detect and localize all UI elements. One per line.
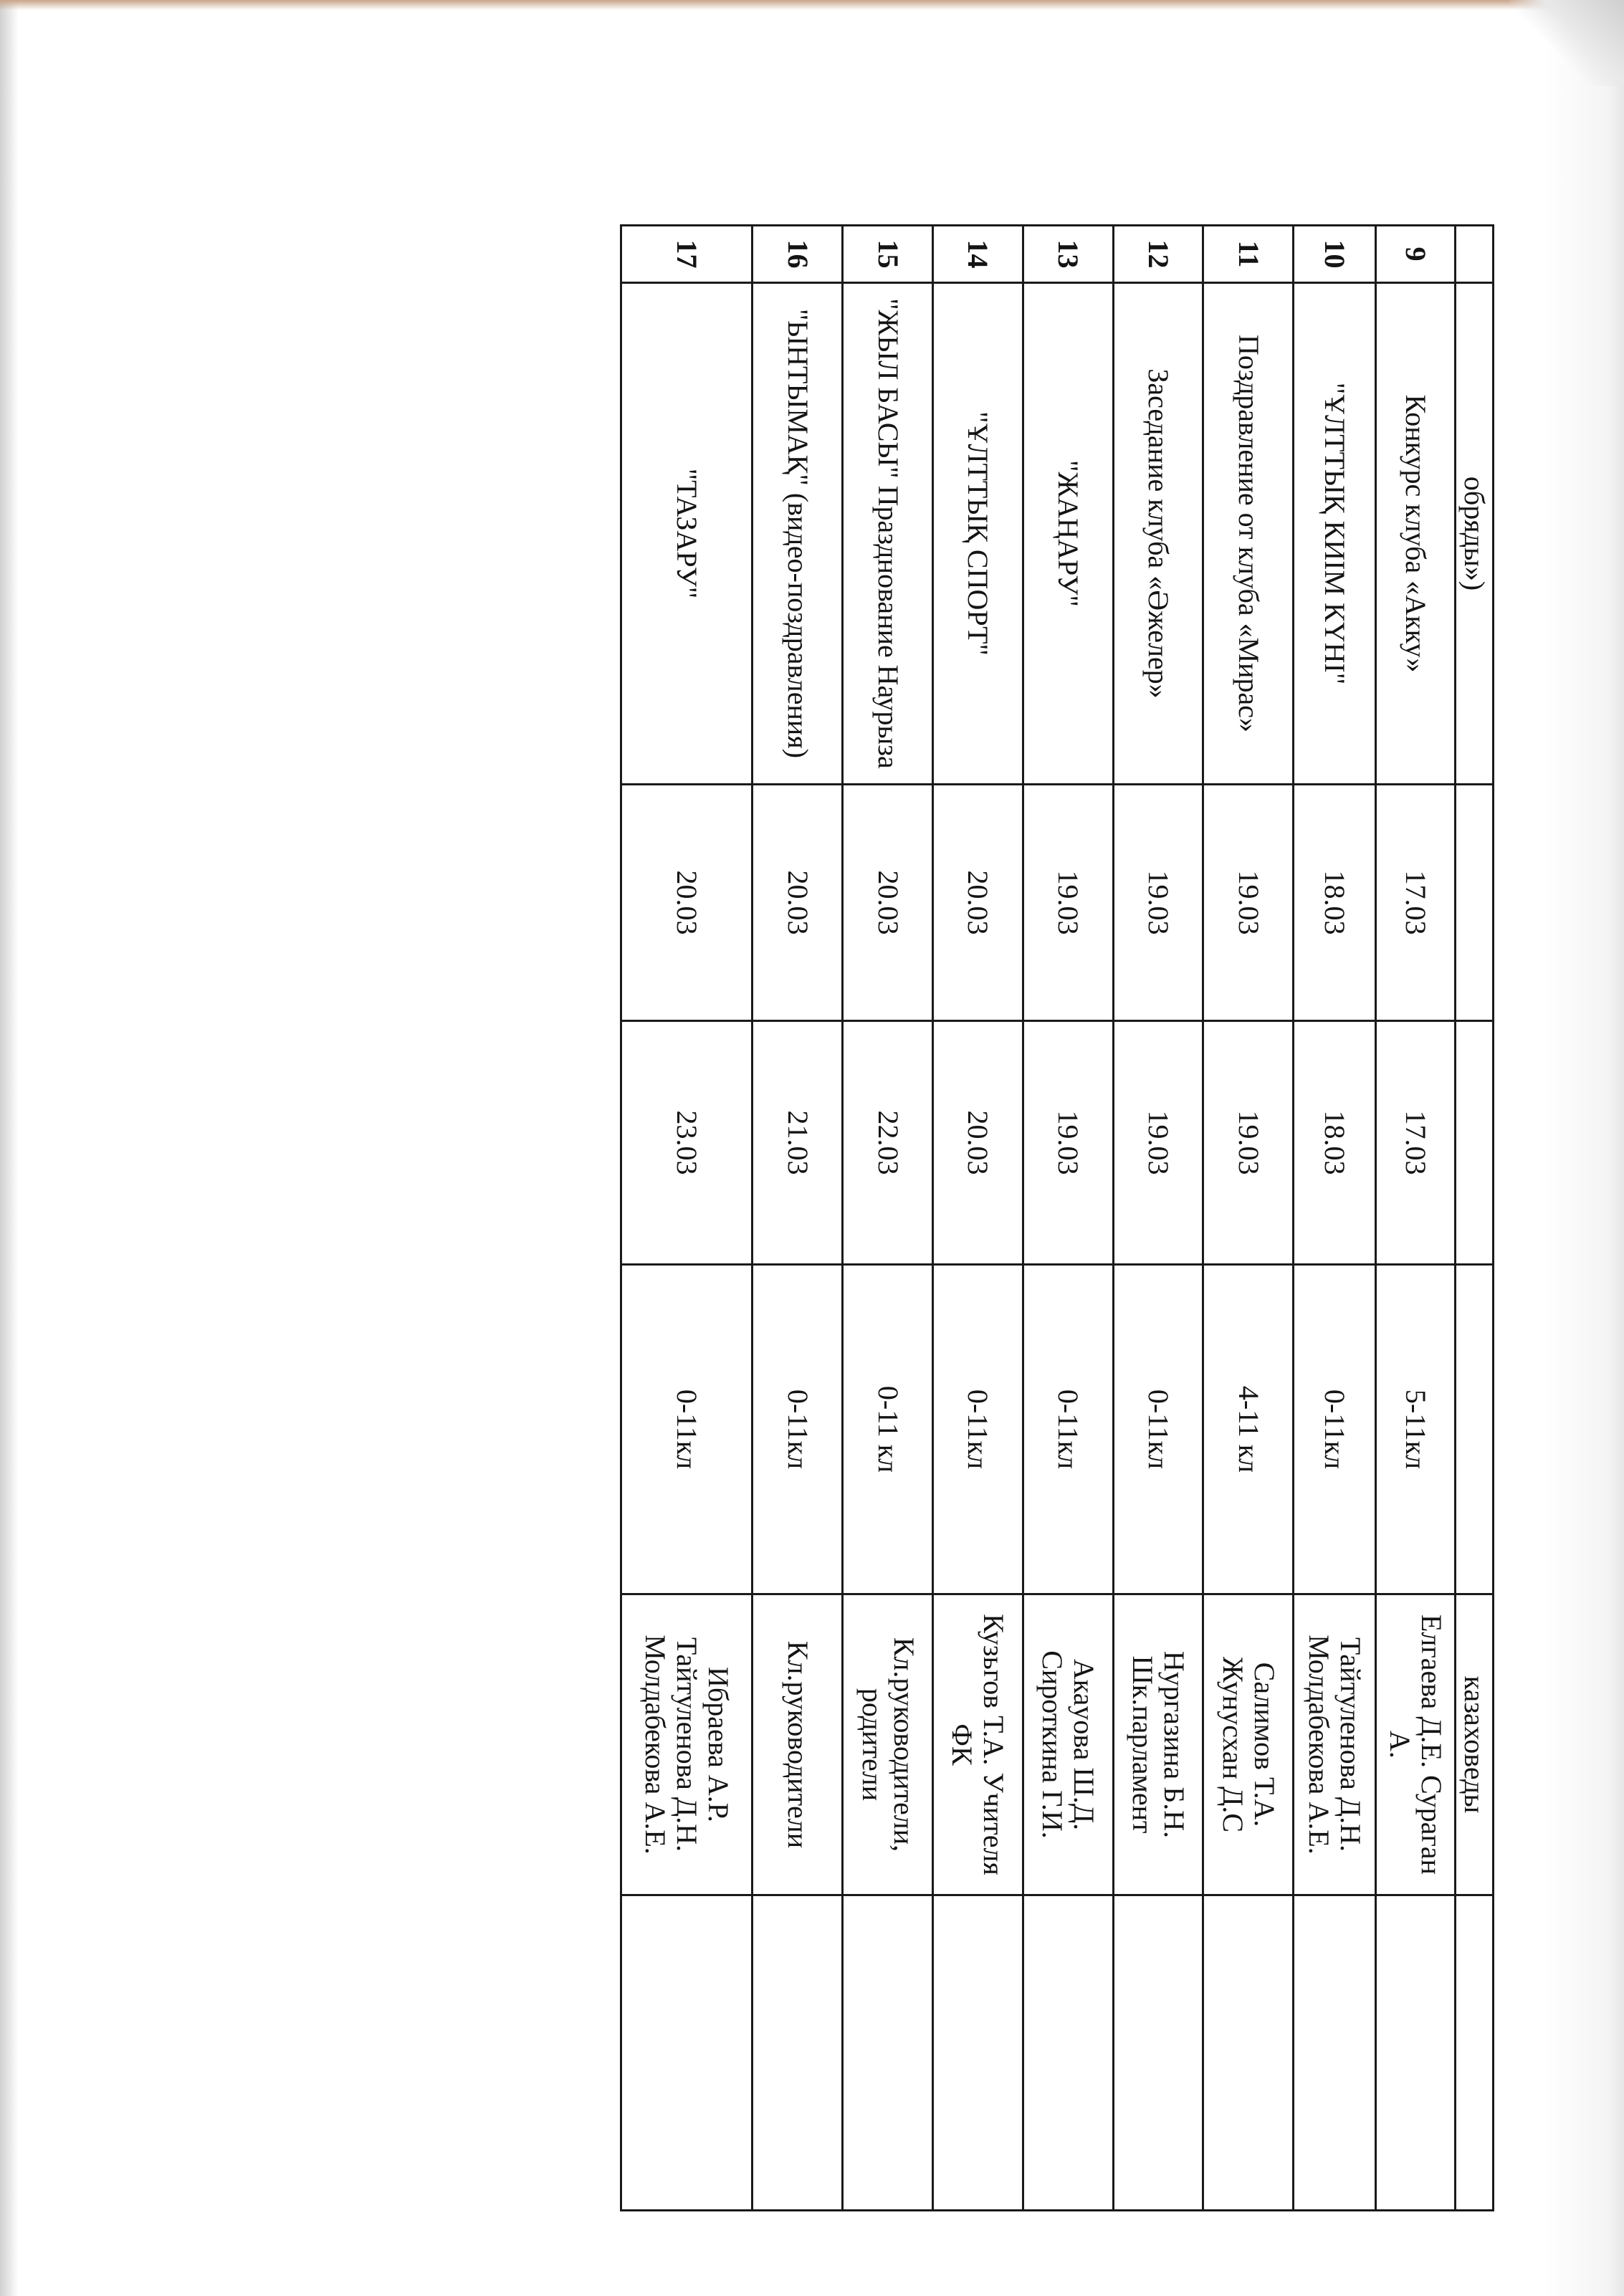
event-name: Поздравление от клуба «Мирас» <box>1203 283 1294 785</box>
event-name: "ТАЗАРУ" <box>621 283 753 785</box>
responsible-persons: Нургазина Б.Н. Шк.парламент <box>1113 1594 1203 1895</box>
scan-top-edge <box>0 0 1624 10</box>
responsible-persons: Акаyова Ш.Д. Сироткина Г.И. <box>1023 1594 1113 1895</box>
row-number: 11 <box>1203 226 1294 283</box>
date-from: 20.03 <box>843 785 933 1021</box>
table-row <box>933 226 1023 2211</box>
date-to: 21.03 <box>753 1021 843 1265</box>
responsible-persons: Салимов Т.А. Жунусхан Д.С <box>1203 1594 1294 1895</box>
row-number: 13 <box>1023 226 1113 283</box>
empty-cell <box>1376 1895 1455 2211</box>
date-from: 20.03 <box>753 785 843 1021</box>
date-to: 22.03 <box>843 1021 933 1265</box>
table-row <box>1113 226 1203 2211</box>
grade-range: 0-11кл <box>753 1265 843 1594</box>
event-name: "ҰЛТТЫҚ СПОРТ" <box>933 283 1023 785</box>
empty-cell <box>1294 1895 1376 2211</box>
empty-cell <box>933 1895 1023 2211</box>
table-row <box>753 226 843 2211</box>
row-number: 9 <box>1376 226 1455 283</box>
table-row <box>1023 226 1113 2211</box>
date-to <box>1455 1021 1493 1265</box>
date-from: 18.03 <box>1294 785 1376 1021</box>
event-name: Заседание клуба «Әжелер» <box>1113 283 1203 785</box>
responsible-persons: Тайтуленова Д.Н. Молдабекова А.Е. <box>1294 1594 1376 1895</box>
row-number: 16 <box>753 226 843 283</box>
date-to: 19.03 <box>1023 1021 1113 1265</box>
table-row <box>621 226 753 2211</box>
empty-cell <box>1023 1895 1113 2211</box>
date-from: 20.03 <box>933 785 1023 1021</box>
event-name: "ЖАҢАРУ" <box>1023 283 1113 785</box>
rotated-table-wrapper <box>620 224 1494 2209</box>
page-fold-corner <box>1509 0 1624 86</box>
date-to: 23.03 <box>621 1021 753 1265</box>
grade-range: 4-11 кл <box>1203 1265 1294 1594</box>
row-number: 10 <box>1294 226 1376 283</box>
date-to: 17.03 <box>1376 1021 1455 1265</box>
responsible-persons: казаховеды <box>1455 1594 1493 1895</box>
grade-range: 0-11кл <box>621 1265 753 1594</box>
empty-cell <box>1113 1895 1203 2211</box>
grade-range: 0-11кл <box>1294 1265 1376 1594</box>
empty-cell <box>753 1895 843 2211</box>
table-row <box>1455 226 1493 2211</box>
empty-cell <box>621 1895 753 2211</box>
date-from <box>1455 785 1493 1021</box>
table-row <box>1294 226 1376 2211</box>
event-name: обряды») <box>1455 283 1493 785</box>
row-number: 17 <box>621 226 753 283</box>
event-name: "ЫНТЫМАҚ" (видео-поздравления) <box>753 283 843 785</box>
event-name: "ҰЛТТЫҚ КИІМ КҮНІ" <box>1294 283 1376 785</box>
date-from: 20.03 <box>621 785 753 1021</box>
event-name: "ЖЫЛ БАСЫ" Празднование Наурыза <box>843 283 933 785</box>
date-to: 20.03 <box>933 1021 1023 1265</box>
responsible-persons: Кл.руководители, родители <box>843 1594 933 1895</box>
grade-range: 0-11 кл <box>843 1265 933 1594</box>
row-number: 15 <box>843 226 933 283</box>
scan-left-crease <box>0 0 19 2296</box>
responsible-persons: Елгаева Д.Е. Сураган А. <box>1376 1594 1455 1895</box>
table-row <box>843 226 933 2211</box>
table-row <box>1203 226 1294 2211</box>
row-number <box>1455 226 1493 283</box>
responsible-persons: Ибраева А.Р. Тайтуленова Д.Н. Молдабекова А.Е. <box>621 1594 753 1895</box>
date-to: 19.03 <box>1113 1021 1203 1265</box>
grade-range: 5-11кл <box>1376 1265 1455 1594</box>
date-from: 19.03 <box>1113 785 1203 1021</box>
empty-cell <box>1455 1895 1493 2211</box>
row-number: 12 <box>1113 226 1203 283</box>
grade-range <box>1455 1265 1493 1594</box>
date-to: 18.03 <box>1294 1021 1376 1265</box>
empty-cell <box>1203 1895 1294 2211</box>
date-from: 19.03 <box>1023 785 1113 1021</box>
scan-right-edge <box>1545 0 1624 2296</box>
date-to: 19.03 <box>1203 1021 1294 1265</box>
grade-range: 0-11кл <box>1023 1265 1113 1594</box>
event-name: Конкурс клуба «Акку» <box>1376 283 1455 785</box>
grade-range: 0-11кл <box>1113 1265 1203 1594</box>
grade-range: 0-11кл <box>933 1265 1023 1594</box>
row-number: 14 <box>933 226 1023 283</box>
date-from: 17.03 <box>1376 785 1455 1021</box>
responsible-persons: Кл.руководители <box>753 1594 843 1895</box>
responsible-persons: Кузьгов Т.А. Учителя ФК <box>933 1594 1023 1895</box>
table-row <box>1376 226 1455 2211</box>
event-plan-table <box>620 224 1494 2211</box>
date-from: 19.03 <box>1203 785 1294 1021</box>
empty-cell <box>843 1895 933 2211</box>
